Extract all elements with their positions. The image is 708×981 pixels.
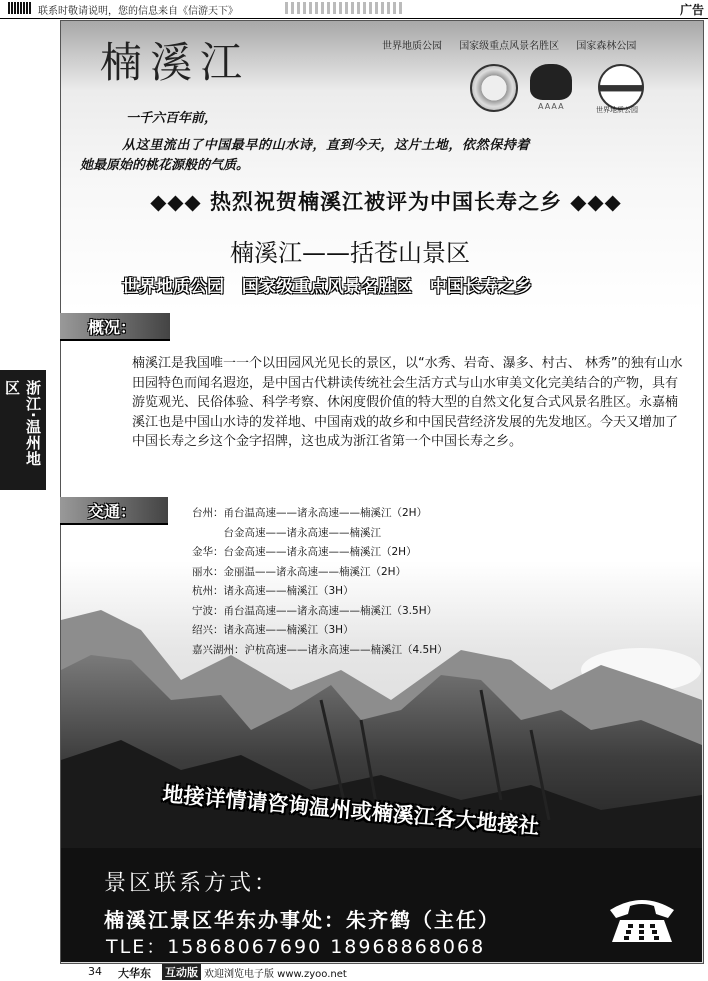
poem-line-3: 她最原始的桃花源般的气质。 [80,158,250,173]
longevity-headline: ◆◆◆ 热烈祝贺楠溪江被评为中国长寿之乡 ◆◆◆ [150,190,622,214]
overview-heading: 概况： [88,318,137,337]
ad-label: 广告 [679,3,704,17]
route-lishui: 丽水：金丽温——诸永高速——楠溪江（2H） [192,565,407,578]
scenic-subtitle: 楠溪江——括苍山景区 [230,239,470,267]
edition-badge: 互动版 [162,964,201,980]
scenic-title: 楠溪江 [100,38,251,87]
telephone-icon [606,892,678,944]
agency-slogan: 地接详情请咨询温州或楠溪江各大地接社 [161,781,541,839]
aaaa-rating: AAAA [538,102,565,111]
route-taizhou: 台州：甬台温高速——诸永高速——楠溪江（2H） [192,507,428,519]
geopark-logo-icon [598,64,644,110]
traffic-heading-tab [60,497,168,525]
geopark-logo-caption: 世界地质公园 [596,106,638,114]
page-number: 34 [88,965,102,978]
poem-line-2: 从这里流出了中国最早的山水诗，直到今天，这片土地，依然保持着 [122,138,531,153]
region-label: 浙江·温州地区 [3,380,42,467]
overview-heading-tab [60,313,170,341]
page-footer [60,963,360,979]
route-jinhua: 金华：台金高速——诸永高速——楠溪江（2H） [192,546,417,558]
route-hangzhou: 杭州：诸永高速——楠溪江（3H） [192,585,354,597]
contact-title: 景区联系方式： [104,871,280,896]
route-shaoxing: 绍兴：诸永高速——楠溪江（3H） [192,624,354,636]
route-jiaxing-huzhou: 嘉兴湖州：沪杭高速——诸永高速——楠溪江（4.5H） [192,643,448,656]
footer-brand: 大华东 [118,967,151,980]
poem-line-1: 一千六百年前， [126,111,218,126]
contact-office: 楠溪江景区华东办事处：朱齐鹤（主任） [104,908,500,932]
honor-tags [382,37,636,52]
scenic-area-emblem-icon [530,64,572,100]
footer-welcome: 欢迎浏览电子版 www.zyoo.net [204,969,347,980]
tag-geopark: 世界地质公园 [382,41,442,52]
traffic-heading: 交通： [88,502,137,521]
traffic-routes [192,504,448,660]
forest-park-seal-icon [470,64,518,112]
publication-logo [8,2,32,14]
overview-text: 楠溪江是我国唯一一个以田园风光见长的景区，以“水秀、岩奇、瀑多、村古、 林秀”的独有山水田园特色而闻名遐迩，是中国古代耕读传统社会生活方式与山水审美文化完美结合的产物，具有游览观光、民俗体验、科学考察、休闲度假价值的特大型的自然文化复合式风景名胜区。永嘉楠溪江也是中国山水诗的发祥地、中国南戏的故乡和中国民营经济发展的先发地区。今天又增加了中国长寿之乡这个金字招牌，这也成为浙江省第一个中国长寿之乡。 [132,356,683,450]
region-sidebar [0,370,46,490]
tag-forest-park: 国家森林公园 [576,41,637,52]
contact-phones: TLE：15868067690 18968868068 [106,936,486,958]
route-taizhou-alt: 台金高速——诸永高速——楠溪江 [192,526,381,539]
decorative-pattern [285,2,405,14]
honor-subtitle: 世界地质公园 国家级重点风景名胜区 中国长寿之乡 [122,277,532,297]
route-ningbo: 宁波：甬台温高速——诸永高速——楠溪江（3.5H） [192,604,438,617]
contact-note: 联系时敬请说明，您的信息来自《信游天下》 [38,6,238,17]
top-bar [0,0,708,19]
tag-scenic-area: 国家级重点风景名胜区 [459,41,560,52]
